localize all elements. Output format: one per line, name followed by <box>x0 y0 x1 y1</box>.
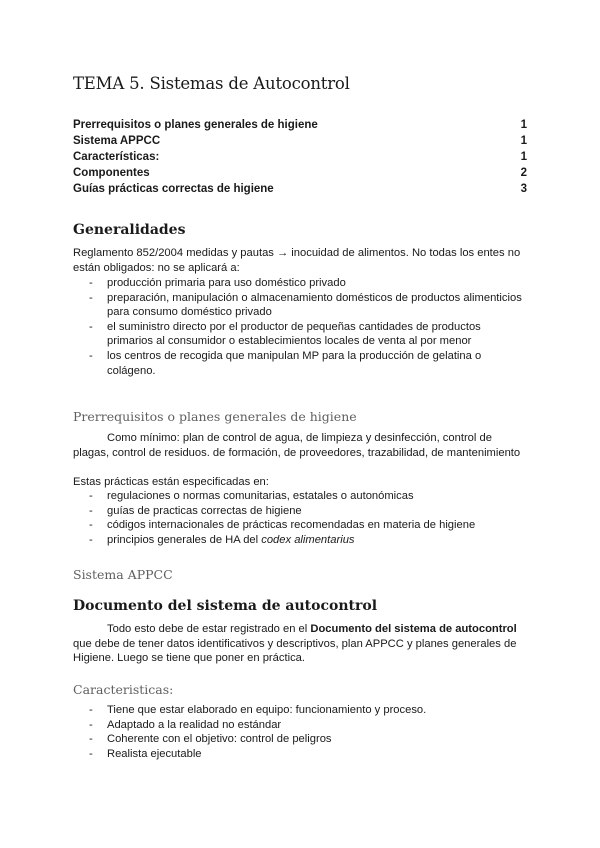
list-item-text: producción primaria para uso doméstico privado <box>107 277 346 289</box>
list-item <box>73 276 527 291</box>
dash-bullet: - <box>89 747 93 760</box>
heading-sistema-appcc: Sistema APPCC <box>73 567 173 582</box>
list-item <box>73 349 527 378</box>
dash-bullet: - <box>89 320 93 333</box>
list-item <box>73 489 527 504</box>
dash-bullet: - <box>89 704 93 716</box>
list-item-text: preparación, manipulación o almacenamiento domésticos de productos alimenticios para consumo doméstico privado <box>107 291 522 319</box>
toc-entry-page: 3 <box>520 183 527 195</box>
toc-entry-label[interactable]: Sistema APPCC <box>73 135 161 147</box>
list-item-text: el suministro directo por el productor de pequeñas cantidades de productos primarios al consumidor o establecimientos locales de venta al por menor <box>107 320 481 348</box>
caracteristicas-list <box>73 703 527 761</box>
list-item <box>73 291 527 320</box>
list-item-text: los centros de recogida que manipulan MP para la producción de gelatina o colágeno. <box>107 349 482 377</box>
toc-entry-label[interactable]: Prerrequisitos o planes generales de higiene <box>73 119 318 131</box>
toc-entry-page: 1 <box>520 135 527 147</box>
list-item-text: regulaciones o normas comunitarias, estatales o autonómicas <box>107 490 414 502</box>
dash-bullet: - <box>89 490 93 502</box>
toc-entry[interactable] <box>73 117 527 133</box>
toc-entry[interactable] <box>73 149 527 165</box>
documento-text-end: que debe de tener datos identificativos y descriptivos, plan APPCC y planes generales de Higiene. Luego se tiene que poner en práctica. <box>73 637 517 665</box>
dash-bullet: - <box>89 718 93 731</box>
list-item-text: Adaptado a la realidad no estándar <box>107 718 282 731</box>
heading-caracteristicas: Caracteristicas: <box>73 682 174 697</box>
table-of-contents <box>73 117 527 197</box>
dash-bullet: - <box>89 533 93 546</box>
list-item <box>73 703 527 718</box>
dash-bullet: - <box>89 349 93 362</box>
dash-bullet: - <box>89 277 93 289</box>
list-item <box>73 718 527 733</box>
toc-entry-label[interactable]: Guías prácticas correctas de higiene <box>73 183 274 195</box>
toc-entry[interactable] <box>73 133 527 149</box>
prerrequisitos-list <box>73 489 527 547</box>
toc-entry-page: 1 <box>520 119 527 131</box>
list-item-text: principios generales de HA del <box>107 533 262 546</box>
list-item <box>73 732 527 747</box>
toc-entry-label[interactable]: Componentes <box>73 167 150 179</box>
heading-generalidades: Generalidades <box>73 222 186 238</box>
list-item-text: guías de practicas correctas de higiene <box>107 504 302 517</box>
prerrequisitos-paragraph: Como mínimo: plan de control de agua, de limpieza y desinfección, control de plagas, control de residuos. de formación, de proveedores, trazabilidad, de mantenimiento <box>73 432 521 459</box>
list-item <box>73 747 527 762</box>
generalidades-list <box>73 276 527 378</box>
toc-entry[interactable] <box>73 165 527 181</box>
list-item <box>73 320 527 349</box>
documento-bold-term: Documento del sistema de autocontrol <box>310 623 517 635</box>
list-item-text: Tiene que estar elaborado en equipo: funcionamiento y proceso. <box>107 704 427 716</box>
list-item <box>73 504 527 519</box>
list-item <box>73 533 527 548</box>
document-title: TEMA 5. Sistemas de Autocontrol <box>73 74 350 93</box>
generalidades-intro: Reglamento 852/2004 medidas y pautas → inocuidad de alimentos. No todas los entes no están obligados: no se aplicará a: <box>73 247 521 274</box>
dash-bullet: - <box>89 291 93 304</box>
heading-documento: Documento del sistema de autocontrol <box>73 598 378 614</box>
toc-entry[interactable] <box>73 181 527 197</box>
list-item-text: códigos internacionales de prácticas recomendadas en materia de higiene <box>107 519 476 532</box>
list-item-italic-text: codex alimentarius <box>261 533 355 546</box>
dash-bullet: - <box>89 504 93 517</box>
list-item-text: Realista ejecutable <box>107 747 202 760</box>
dash-bullet: - <box>89 519 93 532</box>
list-item-text: Coherente con el objetivo: control de peligros <box>107 733 332 746</box>
documento-paragraph <box>73 622 527 666</box>
documento-text-start: Todo esto debe de estar registrado en el <box>107 623 311 635</box>
prerrequisitos-list-intro: Estas prácticas están especificadas en: <box>73 476 269 488</box>
toc-entry-page: 2 <box>520 167 527 179</box>
dash-bullet: - <box>89 733 93 746</box>
heading-prerrequisitos: Prerrequisitos o planes generales de higiene <box>73 409 357 424</box>
toc-entry-page: 1 <box>520 151 527 163</box>
toc-entry-label[interactable]: Características: <box>73 151 160 163</box>
list-item <box>73 518 527 533</box>
